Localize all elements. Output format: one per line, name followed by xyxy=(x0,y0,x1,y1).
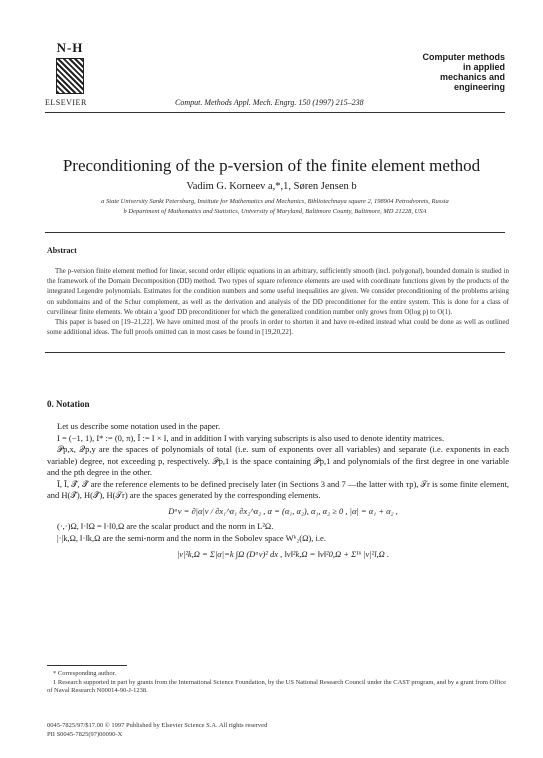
body-paragraph: |·|k,Ω, ‖·‖k,Ω are the semi-norm and the norm in the Sobolev space Wᵏ₂(Ω), i.e. xyxy=(57,532,326,543)
journal-line: engineering xyxy=(453,82,505,92)
affiliation: b Department of Mathematics and Statistics, University of Maryland, Baltimore County, Baltimore, MD 21228, USA xyxy=(123,208,427,215)
affiliation: a State University Sankt Petersburg, Institute for Mathematics and Mechanics, Bibliotechnaya square 2, 198904 Petrodvorets, Russia xyxy=(101,198,449,205)
journal-line: in applied xyxy=(462,62,505,72)
section-body xyxy=(47,421,509,566)
abstract-paragraph: The p-version finite element method for linear, second order elliptic equations in an arbitrary, sufficiently smooth (incl. polygonal), bounded domain is studied in the framework of the Domain Decomposition (DD) method. Two types of square reference elements are used with coordinate functions given by the products of the integrated Legendre polynomials. Estimates for the condition numbers and some useful inequalities are given. We consider preconditioning of the problems arising on subdomains and of the Schur complement, as well as the derivation and analysis of the DD preconditioner for the entire system. This is done for a class of curvilinear finite elements. We obtain a 'good' DD preconditioner for which the generalized condition number only grows from O(log p) to O(1). xyxy=(47,267,509,316)
body-paragraph: I = (−1, 1), I* := (0, π), Ī := I × I, and in addition I with varying subscripts is also used to denote identity matrices. xyxy=(57,432,445,443)
publisher-logo xyxy=(50,40,90,98)
copyright-line: 0045-7825/97/$17.00 © 1997 Published by Elsevier Science S.A. All rights reserved xyxy=(47,722,268,729)
copyright xyxy=(47,722,267,739)
divider-rule xyxy=(45,232,505,233)
elsevier-tree-icon xyxy=(56,58,84,94)
footnote: 1 Research supported in part by grants from the International Science Foundation, by the US National Research Council under the CAST program, and by a grant from Office of Naval Research N00014-90-J-1238. xyxy=(47,678,507,694)
abstract-heading: Abstract xyxy=(47,246,77,255)
footnotes xyxy=(47,670,509,696)
pii-line: PII S0045-7825(97)00090-X xyxy=(47,730,123,738)
equation: |v|²k,Ω = Σ|α|=k ∫Ω (Dᵅv)² dx , ‖v‖²k,Ω = ‖v‖²0,Ω + Σ¹ᵏ |v|²l,Ω . xyxy=(176,549,390,559)
publisher-name: ELSEVIER xyxy=(45,98,87,107)
paper-authors: Vadim G. Korneev a,*,1, Søren Jensen b xyxy=(186,181,357,192)
abstract-rule xyxy=(45,352,505,353)
abstract-body xyxy=(47,266,509,337)
journal-name xyxy=(395,52,505,92)
paper-title: Preconditioning of the p-version of the finite element method xyxy=(62,156,481,175)
body-paragraph: (·,·)Ω, ‖·‖Ω = ‖·‖0,Ω are the scalar product and the norm in L²Ω. xyxy=(57,521,274,531)
publisher-mark: N-H xyxy=(56,40,84,55)
journal-citation: Comput. Methods Appl. Mech. Engrg. 150 (1997) 215–238 xyxy=(175,98,364,107)
body-paragraph: 𝒫p,x, 𝒬p,y are the spaces of polynomials of total (i.e. sum of exponents over all variables) and separate (i.e. exponents in each variable) degree, not exceeding p, respectively. 𝒫p,1 is the space containing 𝒫p,1 and polynomials of the first degree in one variable and the pth degree in the other. xyxy=(47,444,509,477)
journal-line: Computer methods xyxy=(422,52,505,62)
equation: Dᵅv = ∂|α|v / ∂x₁^α₁ ∂x₂^α₂ , α = (α₁, α₂), α₁, α₂ ≥ 0 , |α| = α₁ + α₂ , xyxy=(168,505,398,516)
abstract-paragraph: This paper is based on [19–21,22]. We have omitted most of the proofs in order to shorten it and have re-edited instead what could be done as well as outlined some additional ideas. The full proofs omitted can in most cases be found in [19,20,22]. xyxy=(47,318,509,337)
body-paragraph: Ī, Ĩ, 𝒯̂, 𝒯̃ are the reference elements to be defined precisely later (in Sections 3 and 7 —the latter with τp), 𝒯r is some finite element, and H(𝒯̂), H(𝒯̃), H(𝒯r) are the spaces generated by the corresponding elements. xyxy=(47,478,509,500)
section-heading: 0. Notation xyxy=(47,399,90,409)
journal-line: mechanics and xyxy=(439,72,505,82)
footnote: * Corresponding author. xyxy=(53,670,117,677)
footnote-rule xyxy=(47,665,127,666)
body-paragraph: Let us describe some notation used in the paper. xyxy=(57,421,221,431)
header-rule xyxy=(45,112,505,113)
